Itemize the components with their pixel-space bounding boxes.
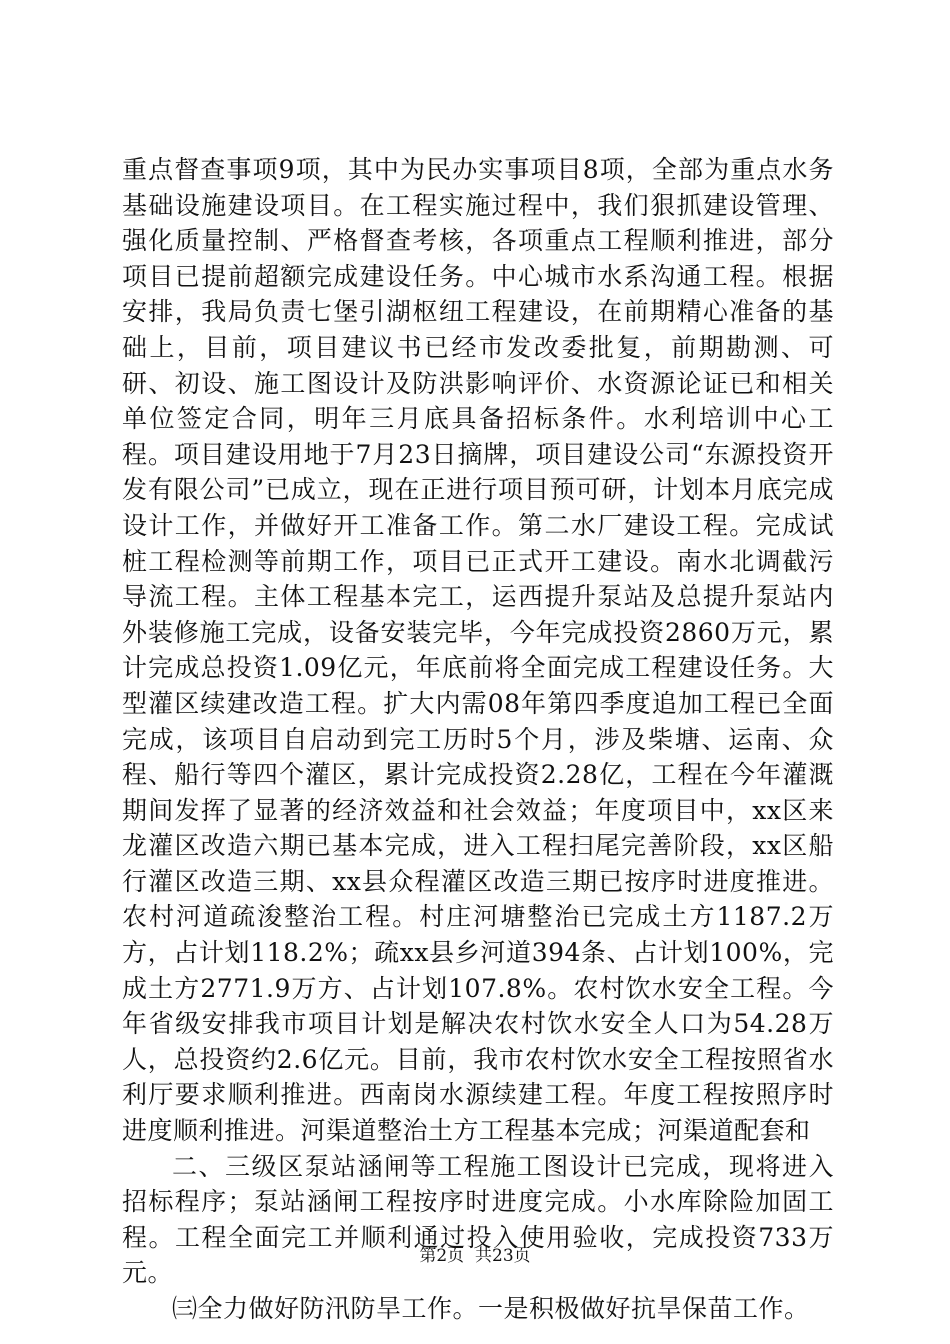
page-number: 第2页 xyxy=(419,1246,465,1266)
page-footer xyxy=(0,1244,950,1268)
paragraph-2: 二、三级区泵站涵闸等工程施工图设计已完成，现将进入招标程序；泵站涵闸工程按序时进度完成。小水库除险加固工程。工程全面完工并顺利通过投入使用验收，完成投资733万元。 xyxy=(122,1151,834,1288)
paragraph-3: ㈢全力做好防汛防旱工作。一是积极做好抗旱保苗工作。 xyxy=(172,1294,810,1323)
footer-separator xyxy=(464,1246,475,1266)
document-body xyxy=(122,152,834,1327)
page-total: 共23页 xyxy=(475,1246,531,1266)
paragraph-1: 重点督查事项9项，其中为民办实事项目8项，全部为重点水务基础设施建设项目。在工程实施过程中，我们狠抓建设管理、强化质量控制、严格督查考核，各项重点工程顺利推进，部分项目已提前超额完成建设任务。中心城市水系沟通工程。根据安排，我局负责七堡引湖枢纽工程建设，在前期精心准备的基础上，目前，项目建议书已经市发改委批复，前期勘测、可研、初设、施工图设计及防洪影响评价、水资源论证已和相关单位签定合同，明年三月底具备招标条件。水利培训中心工程。项目建设用地于7月23日摘牌，项目建设公司“东源投资开发有限公司”已成立，现在正进行项目预可研，计划本月底完成设计工作，并做好开工准备工作。第二水厂建设工程。完成试桩工程检测等前期工作，项目已正式开工建设。南水北调截污导流工程。主体工程基本完工，运西提升泵站及总提升泵站内外装修施工完成，设备安装完毕，今年完成投资2860万元，累计完成总投资1.09亿元，年底前将全面完成工程建设任务。大型灌区续建改造工程。扩大内需08年第四季度追加工程已全面完成，该项目自启动到完工历时5个月，涉及柴塘、运南、众程、船行等四个灌区，累计完成投资2.28亿，工程在今年灌溉期间发挥了显著的经济效益和社会效益；年度项目中，xx区来龙灌区改造六期已基本完成，进入工程扫尾完善阶段，xx区船行灌区改造三期、xx县众程灌区改造三期已按序时进度推进。农村河道疏浚整治工程。村庄河塘整治已完成土方1187.2万方，占计划118.2%；疏xx县乡河道394条、占计划100%，完成土方2771.9万方、占计划107.8%。农村饮水安全工程。今年省级安排我市项目计划是解决农村饮水安全人口为54.28万人，总投资约2.6亿元。目前，我市农村饮水安全工程按照省水利厅要求顺利推进。西南岗水源续建工程。年度工程按照序时进度顺利推进。河渠道整治土方工程基本完成；河渠道配套和 xyxy=(122,155,834,1146)
